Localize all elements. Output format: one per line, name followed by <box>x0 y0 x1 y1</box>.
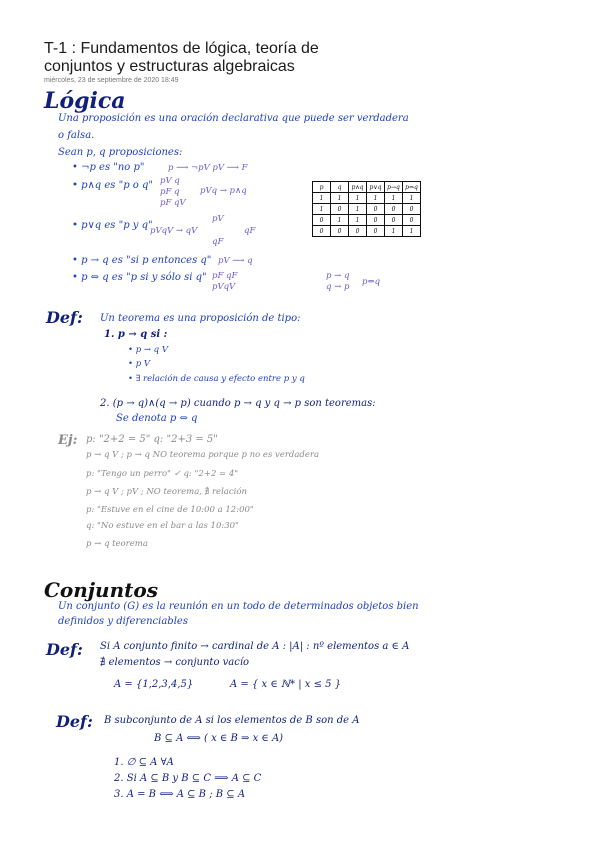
truth-header-cell: p∧q <box>349 182 367 193</box>
example-line-5: p: "Estuve en el cine de 10:00 a 12:00" <box>86 505 254 515</box>
def-theorem-bullet-2: • p V <box>128 359 150 369</box>
truth-cell: 0 <box>313 226 331 237</box>
subset-property-2: 2. Si A ⊆ B y B ⊆ C ⟹ A ⊆ C <box>114 773 262 784</box>
example-line-7: p → q teorema <box>86 539 148 549</box>
truth-cell: 0 <box>403 215 421 226</box>
logica-and-note-2: pF q <box>160 187 180 197</box>
truth-cell: 1 <box>385 193 403 204</box>
truth-cell: 0 <box>349 226 367 237</box>
logica-or-note-1: pV <box>212 214 224 224</box>
truth-table-row <box>313 215 421 226</box>
def-finite-set-mark: Def: <box>46 640 83 659</box>
truth-cell: 0 <box>385 215 403 226</box>
logica-and: • p∧q es "p o q" <box>72 180 153 191</box>
logica-intro-1: Una proposición es una oración declarativa que puede ser verdadera <box>58 113 409 124</box>
def-theorem-item-2: 2. (p → q)∧(q → p) cuando p → q y q → p son teoremas: <box>100 398 376 409</box>
page-time: 18:49 <box>161 77 179 84</box>
truth-cell: 1 <box>349 204 367 215</box>
truth-table-row <box>313 226 421 237</box>
truth-cell: 1 <box>349 193 367 204</box>
truth-cell: 0 <box>367 204 385 215</box>
logica-or: • p∨q es "p y q" <box>72 220 153 231</box>
page-title-line-1: T-1 : Fundamentos de lógica, teoría de <box>44 40 319 57</box>
example-line-4: p → q V ; pV ; NO teorema, ∄ relación <box>86 487 247 497</box>
set-example-builder: A = { x ∈ ℕ* | x ≤ 5 } <box>230 679 342 690</box>
logica-implication: • p → q es "si p entonces q" <box>72 255 212 266</box>
logica-intro-2: o falsa. <box>58 130 95 141</box>
truth-cell: 1 <box>403 226 421 237</box>
def-theorem-item-1: 1. p → q si : <box>104 329 168 340</box>
truth-cell: 1 <box>331 215 349 226</box>
def-subset-mark: Def: <box>56 712 93 731</box>
truth-cell: 0 <box>331 226 349 237</box>
def-subset-line-1: B subconjunto de A si los elementos de B son de A <box>104 715 360 726</box>
logica-biimpl-note-3: p → q <box>326 271 350 281</box>
truth-cell: 0 <box>385 204 403 215</box>
example-line-2: p → q V ; p → q NO teorema porque p no es verdadera <box>86 450 320 460</box>
truth-cell: 1 <box>313 204 331 215</box>
logica-and-note-3: pF qV <box>160 198 186 208</box>
def-theorem-mark: Def: <box>46 308 83 327</box>
truth-header-cell: p <box>313 182 331 193</box>
truth-table <box>312 181 421 237</box>
logica-biimpl-note-4: q → p <box>326 282 350 292</box>
truth-header-cell: p⇔q <box>403 182 421 193</box>
def-finite-set-line-2: ∄ elementos → conjunto vacío <box>100 657 250 668</box>
logica-heading: Lógica <box>44 88 126 114</box>
example-line-1: p: "2+2 = 5" q: "2+3 = 5" <box>86 434 218 445</box>
def-theorem-item-2-notation: Se denota p ⇔ q <box>116 413 198 424</box>
logica-biimpl-note-2: pVqV <box>212 282 236 292</box>
conjuntos-heading: Conjuntos <box>44 578 158 602</box>
truth-cell: 0 <box>331 204 349 215</box>
truth-table-row <box>313 193 421 204</box>
logica-implication-note: pV ⟶ q <box>218 256 253 266</box>
truth-cell: 0 <box>403 204 421 215</box>
set-example-enumerated: A = {1,2,3,4,5} <box>114 679 194 690</box>
logica-or-note-4: qF <box>244 226 256 236</box>
truth-table-header-row <box>313 182 421 193</box>
def-finite-set-line-1: Si A conjunto finito → cardinal de A : |A| : nº elementos a ∈ A <box>100 641 410 652</box>
logica-and-note-4: pVq → p∧q <box>200 186 247 196</box>
logica-negation: • ¬p es "no p" <box>72 162 145 173</box>
page-title-line-2: conjuntos y estructuras algebraicas <box>44 58 295 75</box>
example-line-6: q: "No estuve en el bar a las 10:30" <box>86 521 239 531</box>
logica-sean: Sean p, q proposiciones: <box>58 147 183 158</box>
logica-or-note-2: pVqV → qV <box>150 226 198 236</box>
logica-biimplication: • p ⇔ q es "p si y sólo si q" <box>72 272 207 283</box>
truth-header-cell: q <box>331 182 349 193</box>
def-theorem-bullet-3: • ∃ relación de causa y efecto entre p y q <box>128 374 305 384</box>
def-theorem-text: Un teorema es una proposición de tipo: <box>100 313 301 324</box>
truth-cell: 1 <box>385 226 403 237</box>
truth-cell: 1 <box>367 193 385 204</box>
example-line-3: p: "Tengo un perro" ✓ q: "2+2 = 4" <box>86 469 239 479</box>
conjuntos-intro-1: Un conjunto (G) es la reunión en un todo de determinados objetos bien <box>58 601 419 612</box>
subset-property-3: 3. A = B ⟺ A ⊆ B ; B ⊆ A <box>114 789 246 800</box>
conjuntos-intro-2: definidos y diferenciables <box>58 616 188 627</box>
truth-header-cell: p→q <box>385 182 403 193</box>
logica-biimpl-note-5: p⇔q <box>362 277 381 287</box>
example-mark: Ej: <box>58 433 78 448</box>
logica-biimpl-note-1: pF qF <box>212 271 238 281</box>
truth-cell: 1 <box>331 193 349 204</box>
def-theorem-bullet-1: • p → q V <box>128 345 168 355</box>
truth-header-cell: p∨q <box>367 182 385 193</box>
subset-property-1: 1. ∅ ⊆ A ∀A <box>114 757 174 768</box>
def-subset-line-2: B ⊆ A ⟺ ( x ∈ B ⇒ x ∈ A) <box>154 733 284 744</box>
truth-table-row <box>313 204 421 215</box>
truth-cell: 0 <box>367 226 385 237</box>
logica-or-note-3: qF <box>212 237 224 247</box>
logica-and-note-1: pV q <box>160 176 180 186</box>
truth-cell: 0 <box>367 215 385 226</box>
truth-cell: 1 <box>313 193 331 204</box>
logica-negation-note: p ⟶ ¬pV pV ⟶ F <box>168 163 248 173</box>
truth-cell: 1 <box>349 215 367 226</box>
truth-cell: 0 <box>313 215 331 226</box>
truth-cell: 1 <box>403 193 421 204</box>
page-date: miércoles, 23 de septiembre de 2020 <box>44 77 160 84</box>
